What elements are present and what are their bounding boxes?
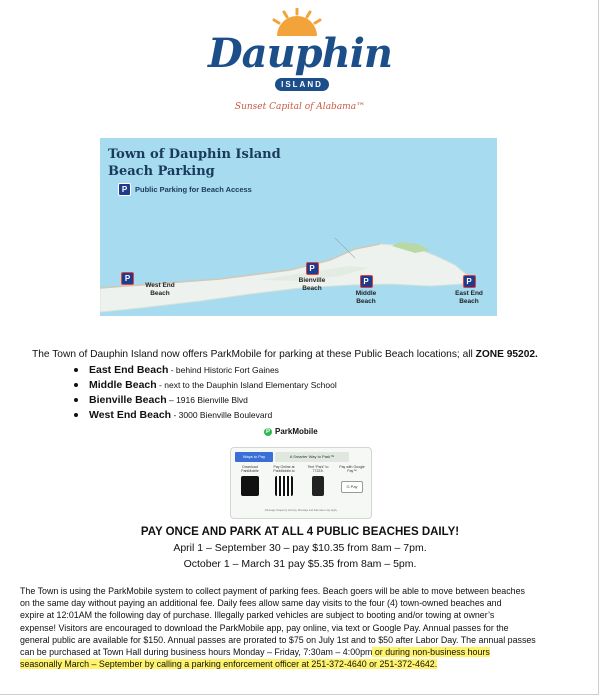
parking-icon: P xyxy=(121,272,134,285)
parkmobile-card xyxy=(230,447,372,519)
ways-to-pay-tab: Ways to Pay xyxy=(235,452,273,462)
info-paragraph: The Town is using the ParkMobile system to collect payment of parking fees. Beach goers will be able to move between beaches on the same day without paying an additional fee. Daily fees allow same day visits to the four (4) town-owned beaches and expire at 12:01AM the following day of purchase. Illegally parked vehicles are subject to booting and/or towing at owner’s expense! Visitors are encouraged to download the ParkMobile app, pay online, via text or Google Pay. Annual passes for the general public are available for $150. Annual passes are prorated to $75 on July 1st and to $50 after Labor Day. The annual passes can be purchased at Town Hall during business hours Monday – Friday, 7:30am – 4:00pm or during non-business hours seasonally March – September by calling a parking enforcement officer at 251-372-4640 or 251-372-4642. xyxy=(20,586,536,670)
pay-headline: PAY ONCE AND PARK AT ALL 4 PUBLIC BEACHES DAILY! xyxy=(140,526,460,538)
pay-method-text: Text “Park” to 77223¹ xyxy=(303,465,333,496)
zone-number: ZONE 95202. xyxy=(475,349,538,360)
legend-label: Public Parking for Beach Access xyxy=(135,185,252,194)
marker-west-end-label: West End Beach xyxy=(145,282,175,297)
marker-east-end: P East End Beach xyxy=(455,277,483,305)
parkmobile-brand: P ParkMobile xyxy=(265,427,318,436)
highlighted-text: seasonally March – September by calling a parking enforcement officer at 251-372-4640 or 251-372-4642. xyxy=(20,659,438,670)
list-item: Middle Beach - next to the Dauphin Island Elementary School xyxy=(74,378,337,393)
pay-method-gpay: Pay with Google Pay™ G Pay xyxy=(337,465,367,496)
google-pay-icon: G Pay xyxy=(341,481,363,493)
logo-wordmark: Dauphin xyxy=(207,30,392,77)
parkmobile-tabs xyxy=(235,452,349,462)
app-store-icon xyxy=(241,476,259,496)
parking-icon: P xyxy=(463,275,476,288)
summer-rate: April 1 – September 30 – pay $10.35 from 8am – 7pm. xyxy=(173,542,427,554)
map-title xyxy=(108,146,281,180)
logo-tagline: Sunset Capital of Alabama™ xyxy=(234,102,366,112)
winter-rate: October 1 – March 31 pay $5.35 from 8am – 5pm. xyxy=(183,558,417,570)
parking-icon: P xyxy=(118,183,131,196)
phone-text-icon xyxy=(312,476,324,496)
marker-middle: P Middle Beach xyxy=(355,277,377,305)
qr-code-icon xyxy=(275,476,293,496)
smarter-way-tab: A Smarter Way to Park™ xyxy=(275,452,349,462)
map-title-line2: Beach Parking xyxy=(108,164,215,179)
parking-icon: P xyxy=(360,275,373,288)
pay-method-online: Pay Online at ParkMobile.io xyxy=(269,465,299,496)
intro-sentence: The Town of Dauphin Island now offers ParkMobile for parking at these Public Beach locations; all xyxy=(32,349,476,360)
marker-west-end-icon xyxy=(121,272,134,287)
intro-text xyxy=(32,349,592,360)
marker-bienville: P Bienville Beach xyxy=(298,264,326,292)
parkmobile-footnote: ¹Message frequency will vary. Message and data rates may apply. xyxy=(264,509,338,512)
parking-icon: P xyxy=(306,262,319,275)
parkmobile-graphic xyxy=(230,427,370,519)
pay-methods xyxy=(235,465,367,496)
beach-list xyxy=(74,363,337,423)
list-item: East End Beach - behind Historic Fort Gaines xyxy=(74,363,337,378)
list-item: Bienville Beach – 1916 Bienville Blvd xyxy=(74,393,337,408)
beach-parking-map xyxy=(100,138,497,316)
map-title-line1: Town of Dauphin Island xyxy=(108,147,281,162)
parkmobile-logo-icon: P xyxy=(265,428,270,435)
logo-island-badge: ISLAND xyxy=(275,78,329,91)
list-item: West End Beach - 3000 Bienville Boulevard xyxy=(74,408,337,423)
map-legend xyxy=(118,183,252,196)
pay-method-app: Download ParkMobile xyxy=(235,465,265,496)
highlighted-text: or during non-business hours xyxy=(372,647,490,658)
dauphin-island-logo xyxy=(205,8,395,118)
